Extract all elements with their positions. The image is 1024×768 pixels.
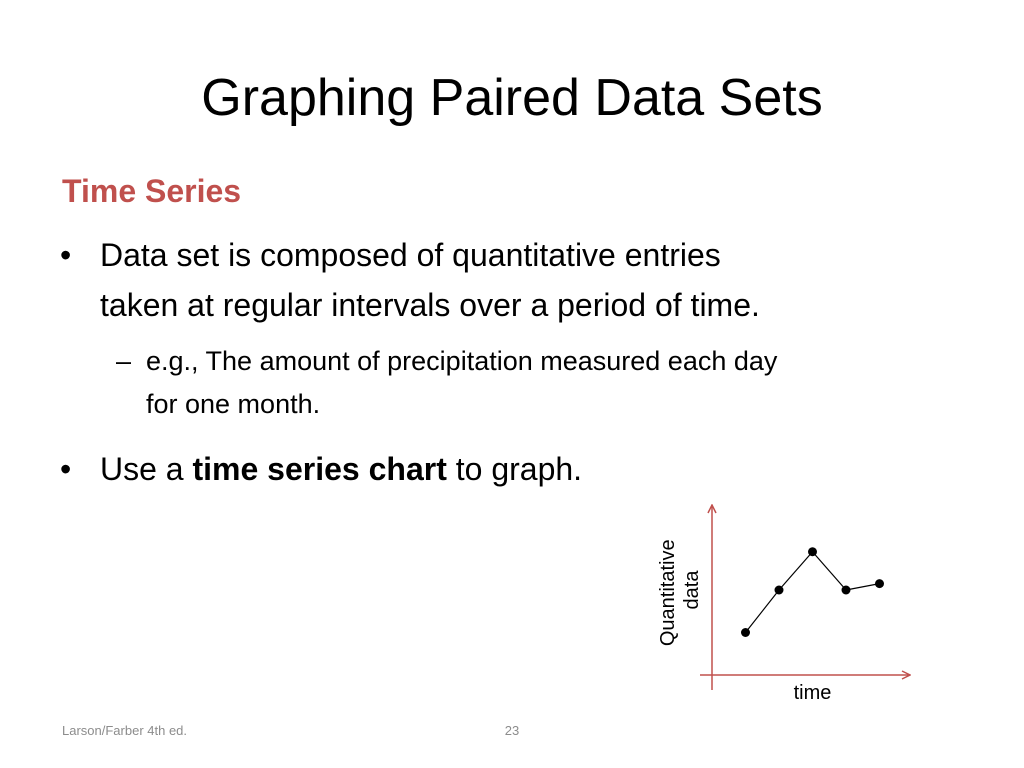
bullet-definition xyxy=(60,230,940,330)
series-line-segment xyxy=(846,584,880,590)
bullet-line-2: taken at regular intervals over a period of time. xyxy=(100,287,760,323)
bullet-marker: • xyxy=(60,451,72,487)
bullet-usage xyxy=(60,444,700,494)
data-point xyxy=(741,628,750,637)
time-series-chart xyxy=(640,495,930,710)
bullet-bold-term: time series chart xyxy=(192,451,447,487)
series-line-segment xyxy=(779,552,813,590)
subbullet-text xyxy=(146,340,777,426)
bullet-text xyxy=(100,444,582,494)
bullet-text xyxy=(100,230,760,330)
y-axis-label-line-1: Quantitative xyxy=(657,539,679,647)
subbullet-line-2: for one month. xyxy=(146,389,321,419)
subbullet-example xyxy=(116,340,956,424)
series-group xyxy=(741,547,884,637)
bullet-suffix: to graph. xyxy=(446,451,583,487)
x-axis-label: time xyxy=(793,682,832,704)
series-line-segment xyxy=(746,590,780,633)
data-point xyxy=(842,586,851,595)
bullet-marker: • xyxy=(60,237,72,273)
subbullet-line-1: e.g., The amount of precipitation measured each day xyxy=(146,346,778,376)
data-point xyxy=(775,586,784,595)
time-series-chart-svg xyxy=(640,495,930,710)
y-axis-label-line-2: data xyxy=(681,570,703,610)
data-point xyxy=(808,547,817,556)
page-number: 23 xyxy=(504,723,520,738)
slide-title: Graphing Paired Data Sets xyxy=(201,69,823,127)
bullet-prefix: Use a xyxy=(100,451,193,487)
subbullet-marker: – xyxy=(116,346,132,376)
bullet-line-1: Data set is composed of quantitative entries xyxy=(100,237,721,273)
series-line-segment xyxy=(813,552,847,590)
subheading-time-series: Time Series xyxy=(62,173,242,209)
y-axis-label xyxy=(657,534,703,646)
data-point xyxy=(875,579,884,588)
footer-credit: Larson/Farber 4th ed. xyxy=(62,723,188,738)
